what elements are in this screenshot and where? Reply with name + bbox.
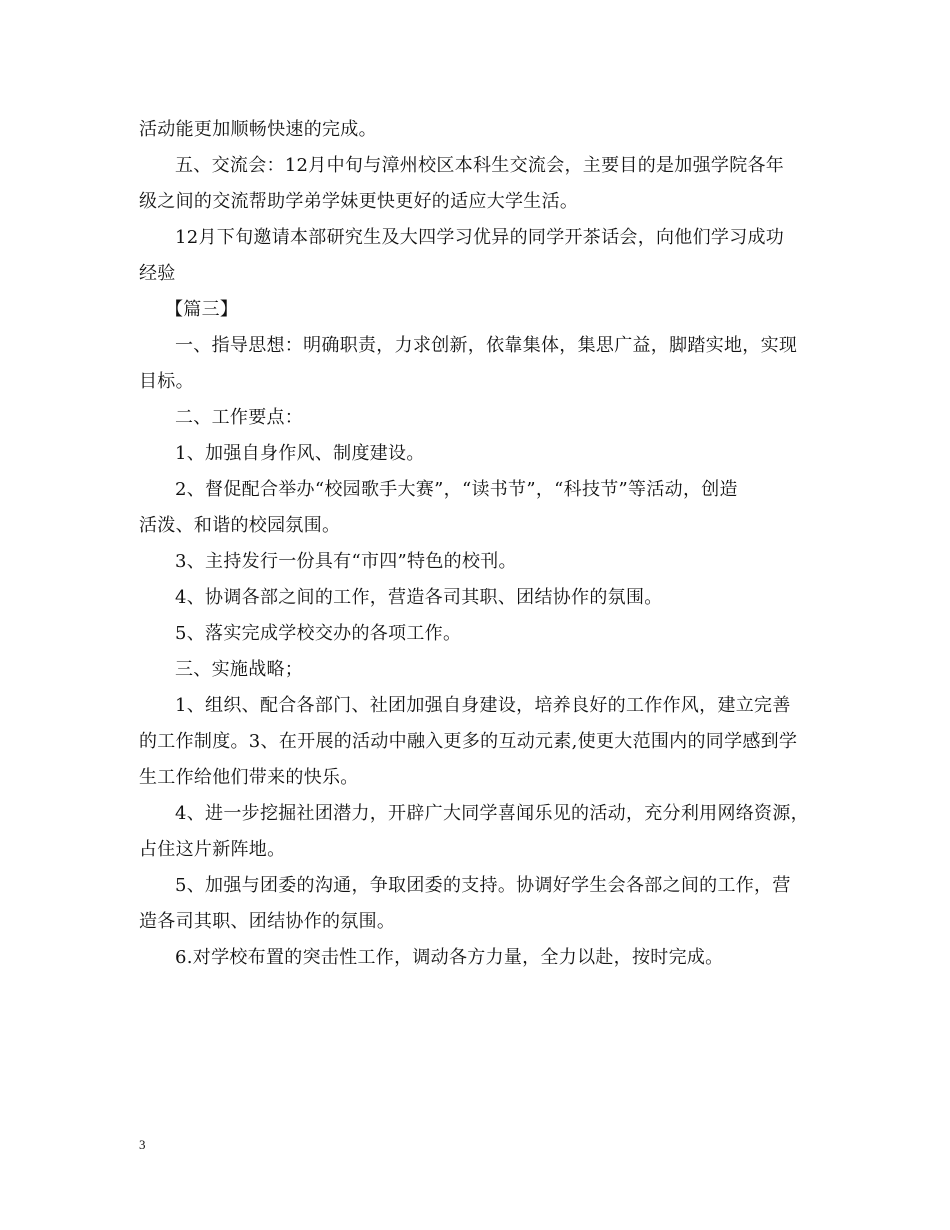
text-line: 生工作给他们带来的快乐。 [139, 767, 359, 788]
text-line: 活动能更加顺畅快速的完成。 [139, 119, 377, 140]
text-line: 1、组织、配合各部门、社团加强自身建设，培养良好的工作作风，建立完善 [175, 695, 791, 716]
section-heading: 【篇三】 [165, 299, 239, 320]
document-body [139, 112, 811, 976]
text-line: 三、实施战略； [175, 659, 304, 680]
text-line: 3、主持发行一份具有“市四”特色的校刊。 [175, 551, 517, 572]
text-line: 五、交流会：12月中旬与漳州校区本科生交流会，主要目的是加强学院各年 [175, 155, 785, 176]
text-line: 级之间的交流帮助学弟学妹更快更好的适应大学生活。 [139, 191, 579, 212]
text-line: 造各司其职、团结协作的氛围。 [139, 911, 396, 932]
text-line: 4、进一步挖掘社团潜力，开辟广大同学喜闻乐见的活动，充分利用网络资源， [175, 803, 809, 824]
text-line: 5、落实完成学校交办的各项工作。 [175, 623, 462, 644]
text-line: 4、协调各部之间的工作，营造各司其职、团结协作的氛围。 [175, 587, 663, 608]
text-line: 12月下旬邀请本部研究生及大四学习优异的同学开茶话会，向他们学习成功 [175, 227, 785, 248]
text-line: 经验 [139, 263, 176, 284]
text-line: 二、工作要点： [175, 407, 304, 428]
page-number: 3 [139, 1137, 146, 1152]
text-line: 6.对学校布置的突击性工作，调动各方力量，全力以赴，按时完成。 [175, 947, 724, 968]
text-line: 一、指导思想：明确职责，力求创新，依靠集体，集思广益，脚踏实地，实现 [175, 335, 798, 356]
text-line: 目标。 [139, 371, 194, 392]
text-line: 5、加强与团委的沟通，争取团委的支持。协调好学生会各部之间的工作，营 [175, 875, 791, 896]
text-line: 活泼、和谐的校园氛围。 [139, 515, 341, 536]
text-line: 2、督促配合举办“校园歌手大赛”，“读书节”，“科技节”等活动，创造 [175, 479, 738, 500]
text-line: 的工作制度。3、在开展的活动中融入更多的互动元素,使更大范围内的同学感到学 [139, 731, 798, 752]
text-line: 占住这片新阵地。 [139, 839, 286, 860]
text-line: 1、加强自身作风、制度建设。 [175, 443, 425, 464]
